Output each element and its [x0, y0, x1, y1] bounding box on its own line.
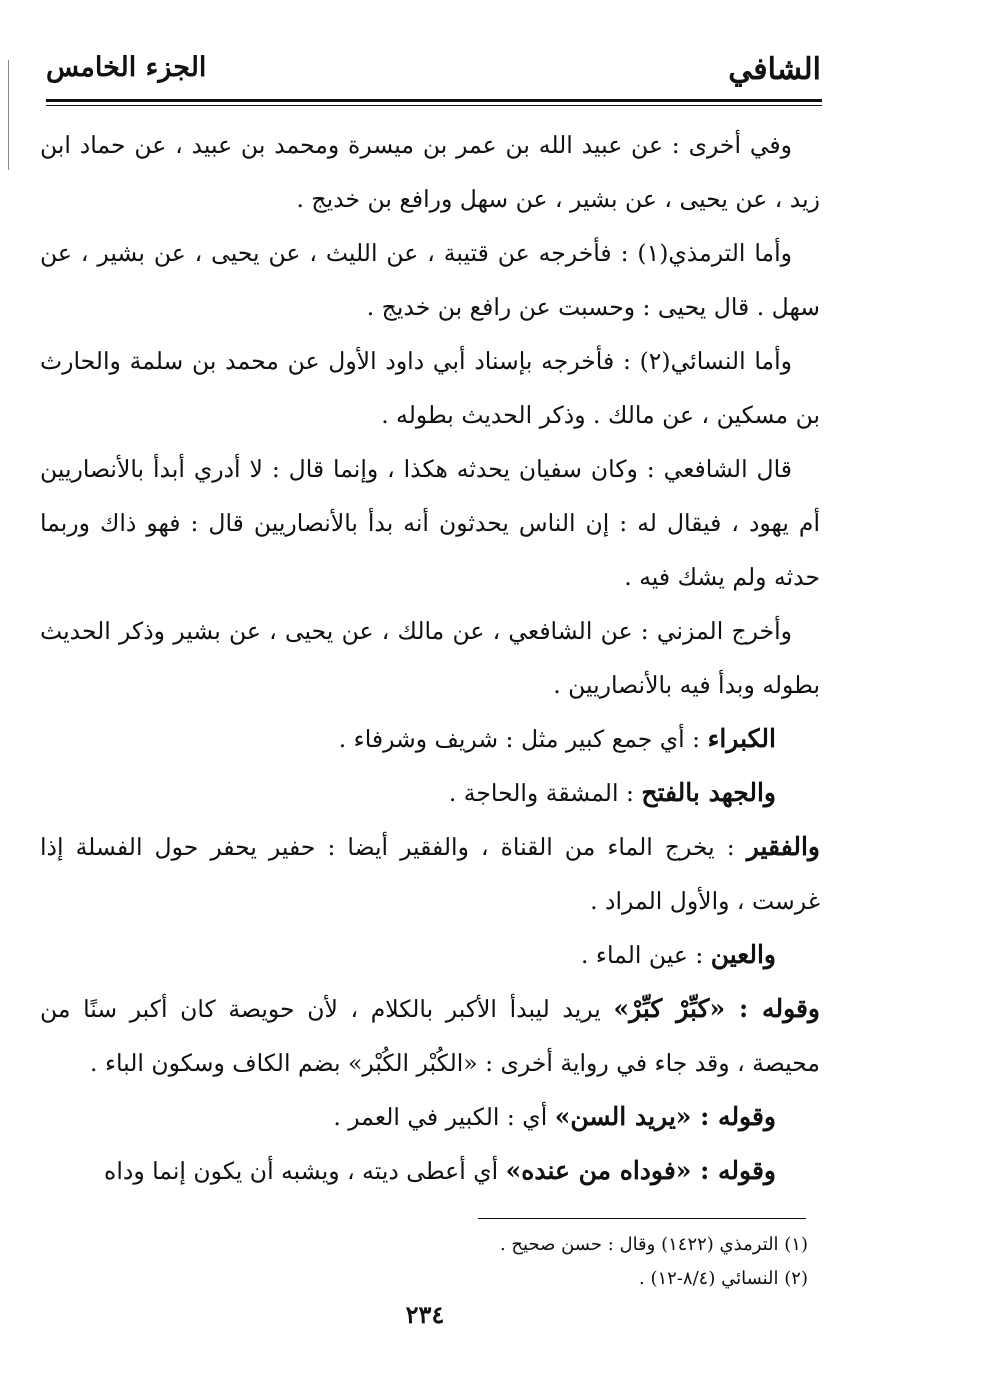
definition-entry — [40, 928, 820, 982]
footnote: (٢) النسائي (٨/٤-١٢) . — [639, 1268, 808, 1289]
main-text — [40, 118, 820, 1198]
definition-term: وقوله : «يريد السن» — [554, 1102, 776, 1131]
page-number: ٢٣٤ — [405, 1300, 445, 1329]
definition-text: أي : الكبير في العمر . — [333, 1103, 555, 1131]
scan-edge-line — [8, 60, 9, 170]
definition-text: : يخرج الماء من القناة ، والفقير أيضا : حفير يحفر حول الفسلة إذا غرست ، والأول المراد . — [40, 833, 820, 915]
definition-term: والفقير — [746, 832, 820, 861]
definition-entry — [40, 1090, 820, 1144]
header-rule — [46, 99, 822, 102]
footnote: (١) الترمذي (١٤٢٢) وقال : حسن صحيح . — [499, 1234, 808, 1255]
definition-entry — [40, 820, 820, 928]
definition-text: أي أعطى ديته ، ويشبه أن يكون إنما وداه — [104, 1157, 506, 1185]
definition-term: الكبراء — [707, 724, 776, 753]
part-label: الجزء الخامس — [46, 52, 207, 83]
running-header — [46, 52, 821, 100]
definition-text: : عين الماء . — [580, 941, 711, 969]
paragraph: وأخرج المزني : عن الشافعي ، عن مالك ، عن يحيى ، عن بشير وذكر الحديث بطوله وبدأ فيه بالأنصاريين . — [40, 617, 820, 699]
footnote-separator — [478, 1218, 806, 1219]
definition-entry — [40, 712, 820, 766]
definition-text: : أي جمع كبير مثل : شريف وشرفاء . — [338, 725, 708, 753]
paragraph: وأما النسائي(٢) : فأخرجه بإسناد أبي داود الأول عن محمد بن سلمة والحارث بن مسكين ، عن مالك . وذكر الحديث بطوله . — [40, 347, 820, 429]
definition-term: وقوله : «كبِّرْ كبِّرْ» — [613, 994, 821, 1023]
paragraph: وفي أخرى : عن عبيد الله بن عمر بن ميسرة ومحمد بن عبيد ، عن حماد ابن زيد ، عن يحيى ، عن بشير ، عن سهل ورافع بن خديج . — [40, 131, 820, 213]
definition-entry — [40, 982, 820, 1090]
paragraph: قال الشافعي : وكان سفيان يحدثه هكذا ، وإنما قال : لا أدري أبدأ بالأنصاريين أم يهود ، فيقال له : إن الناس يحدثون أنه بدأ بالأنصاريين قال : فهو ذاك وربما حدثه ولم يشك فيه . — [40, 455, 820, 591]
footnotes — [260, 1228, 808, 1296]
definition-term: والعين — [710, 940, 776, 969]
definition-term: وقوله : «فوداه من عنده» — [505, 1156, 776, 1185]
definition-text: يريد ليبدأ الأكبر بالكلام ، لأن حويصة كان أكبر سنًا من محيصة ، وقد جاء في رواية أخرى : «الكُبْر الكُبْر» بضم الكاف وسكون الباء . — [40, 995, 820, 1077]
book-title: الشافي — [728, 52, 821, 87]
definition-term: والجهد بالفتح — [641, 778, 776, 807]
paragraph: وأما الترمذي(١) : فأخرجه عن قتيبة ، عن الليث ، عن يحيى ، عن بشير ، عن سهل . قال يحيى : وحسبت عن رافع بن خديج . — [40, 239, 820, 321]
definition-entry — [40, 766, 820, 820]
definition-text: : المشقة والحاجة . — [448, 779, 642, 807]
header-rule-thin — [46, 105, 822, 106]
definition-entry — [40, 1144, 820, 1198]
